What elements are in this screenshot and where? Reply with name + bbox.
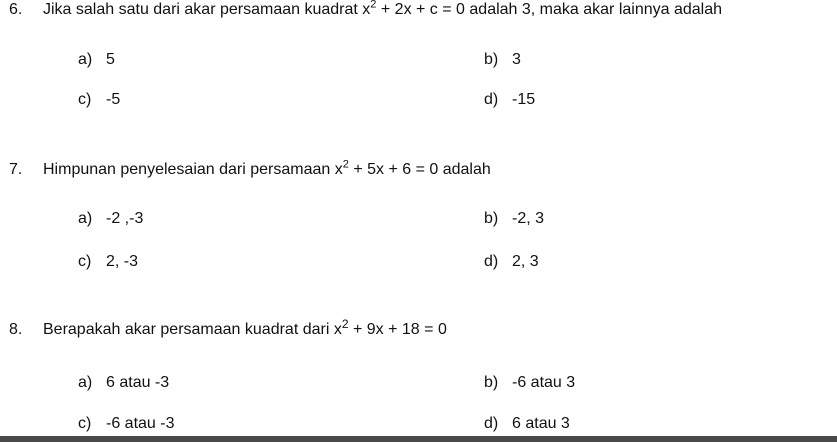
option-a[interactable] — [78, 209, 143, 229]
equation-exponent: 2 — [370, 0, 377, 11]
question-text-after: adalah — [442, 161, 491, 178]
option-c[interactable] — [78, 414, 174, 434]
equation-base: x — [334, 161, 343, 178]
option-d[interactable] — [484, 414, 570, 434]
equation — [362, 1, 465, 18]
option-d[interactable] — [484, 90, 535, 110]
question-7 — [9, 160, 491, 180]
option-letter: a) — [78, 51, 93, 68]
option-letter: b) — [484, 210, 499, 227]
option-value: 6 atau 3 — [512, 415, 570, 432]
equation-exponent: 2 — [341, 317, 349, 331]
option-letter: c) — [78, 253, 92, 270]
option-letter: d) — [484, 415, 499, 432]
option-value: -2, 3 — [512, 210, 545, 227]
option-value: 5 — [106, 51, 115, 68]
question-text-after: adalah 3, maka akar lainnya adalah — [469, 1, 723, 18]
bottom-divider — [0, 436, 837, 442]
option-value: 2, -3 — [106, 253, 139, 270]
equation — [333, 317, 447, 338]
question-number: 7. — [9, 161, 23, 178]
question-8 — [9, 317, 447, 340]
option-value: -6 atau 3 — [512, 374, 576, 391]
option-value: 6 atau -3 — [106, 374, 170, 391]
option-b[interactable] — [484, 373, 575, 393]
question-number: 8. — [9, 321, 23, 338]
option-value: -5 — [106, 91, 121, 108]
question-text-before: Himpunan penyelesaian dari persamaan — [43, 161, 331, 178]
option-a[interactable] — [78, 373, 169, 393]
option-a[interactable] — [78, 50, 115, 70]
question-6 — [9, 0, 722, 20]
question-text-before: Berapakah akar persamaan kuadrat dari — [43, 321, 330, 338]
option-b[interactable] — [484, 209, 544, 229]
equation-base: x — [362, 1, 371, 18]
option-d[interactable] — [484, 252, 539, 272]
option-value: -2 ,-3 — [106, 210, 144, 227]
question-text-before: Jika salah satu dari akar persamaan kuadrat — [43, 1, 358, 18]
option-letter: a) — [78, 374, 93, 391]
equation-rest: + 2x + c = 0 — [380, 1, 465, 18]
question-number: 6. — [9, 1, 23, 18]
option-letter: a) — [78, 210, 93, 227]
equation — [334, 158, 439, 178]
option-letter: c) — [78, 415, 92, 432]
option-value: -6 atau -3 — [106, 415, 175, 432]
equation-base: x — [333, 321, 342, 338]
option-value: -15 — [512, 91, 536, 108]
option-c[interactable] — [78, 252, 138, 272]
equation-rest: + 9x + 18 = 0 — [352, 321, 447, 338]
option-value: 2, 3 — [512, 253, 539, 270]
option-letter: c) — [78, 91, 92, 108]
option-value: 3 — [512, 51, 521, 68]
option-b[interactable] — [484, 50, 521, 70]
equation-rest: + 5x + 6 = 0 — [353, 161, 439, 178]
option-c[interactable] — [78, 90, 120, 110]
option-letter: b) — [484, 51, 499, 68]
option-letter: b) — [484, 374, 499, 391]
option-letter: d) — [484, 91, 499, 108]
option-letter: d) — [484, 253, 499, 270]
equation-exponent: 2 — [342, 158, 349, 171]
